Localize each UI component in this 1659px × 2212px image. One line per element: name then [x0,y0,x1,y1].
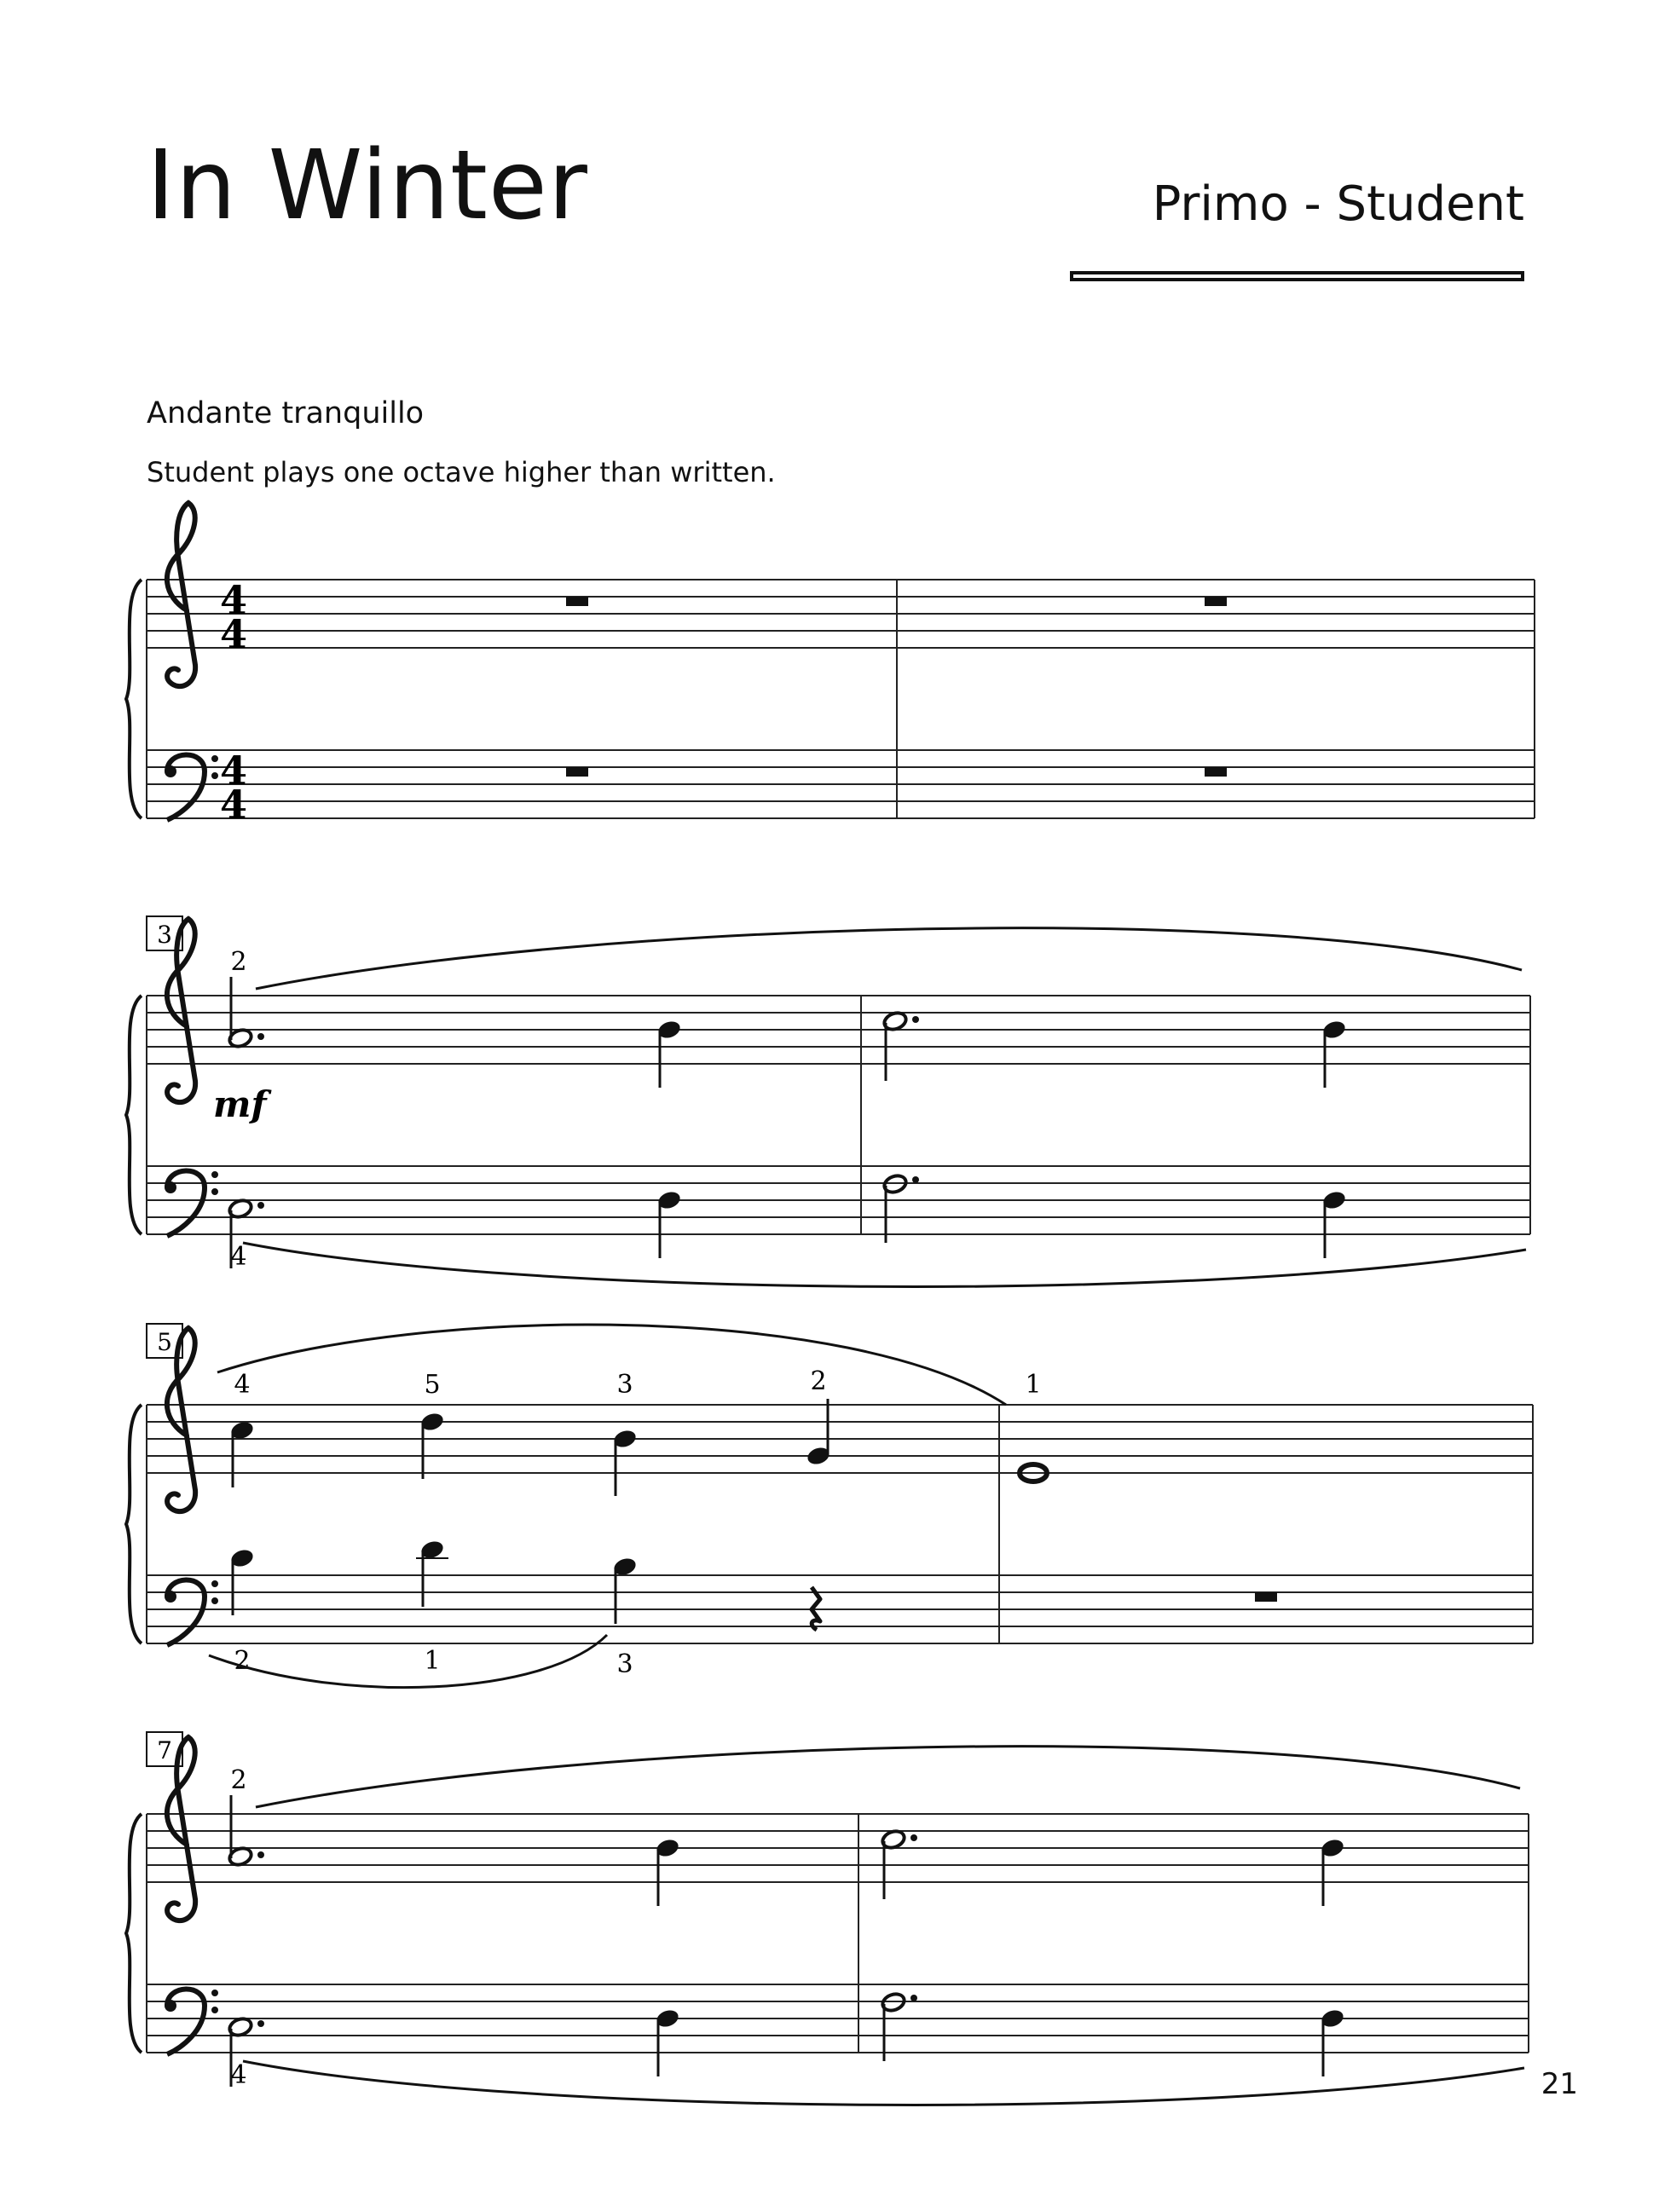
note-quarter [229,1419,256,1487]
brace [126,996,142,1234]
slur [243,1243,1526,1286]
fingering: 3 [616,1649,633,1679]
slur [256,928,1522,989]
treble-staff [147,1405,1533,1473]
measure-number: 7 [157,1736,172,1764]
whole-rest-icon [1255,1592,1277,1602]
bass-staff [147,1166,1530,1234]
tempo-marking: Andante tranquillo [147,396,425,430]
bass-staff [147,750,1535,818]
treble-staff [147,1814,1529,1882]
dynamic-marking: mf [213,1083,267,1125]
fingering: 2 [230,1765,247,1795]
note-quarter [655,2007,681,2076]
note-quarter [227,1547,257,1615]
bass-clef-icon [165,754,218,820]
time-signature-top: 4 [220,577,248,623]
time-signature-bottom: 4 [220,782,248,828]
fingering: 4 [230,1242,247,1272]
bass-staff [147,1984,1529,2053]
note-quarter [416,1539,448,1607]
fingering: 4 [230,2060,247,2090]
whole-rest-icon [566,767,588,777]
fingering: 3 [616,1370,633,1400]
fingering: 2 [230,947,247,977]
note-quarter [1320,1837,1346,1906]
note-quarter [655,1837,681,1906]
fingering: 2 [810,1366,827,1396]
whole-rest-icon [1205,597,1227,606]
measure-number: 3 [157,921,172,949]
bass-clef-icon [165,1170,218,1236]
note-quarter [1321,1019,1348,1088]
part-label: Primo - Student [1152,176,1524,232]
note-quarter [1321,1189,1348,1258]
note-half-dotted [882,1010,919,1081]
treble-staff [147,580,1535,648]
fingering: 2 [234,1646,251,1676]
system-1 [126,503,1535,828]
note-quarter [1320,2007,1346,2076]
brace [126,580,142,818]
slur [243,2061,1524,2105]
whole-rest-icon [566,597,588,606]
slur [217,1325,1006,1405]
time-signature-top: 4 [220,748,248,794]
note-quarter [656,1019,683,1088]
page-title: In Winter [147,130,588,241]
slur [256,1747,1520,1807]
bass-clef-icon [165,1989,218,2054]
performance-note: Student plays one octave higher than written. [147,456,776,488]
bass-clef-icon [165,1580,218,1645]
note-quarter [656,1189,683,1258]
note-half-dotted [881,1828,917,1899]
system-2 [126,916,1530,1286]
measure-number: 5 [157,1328,172,1356]
system-3 [126,1324,1533,1688]
note-quarter [612,1556,639,1624]
fingering: 1 [424,1646,441,1676]
treble-clef-icon [167,503,195,686]
system-4 [126,1732,1529,2105]
fingering: 5 [424,1370,441,1400]
fingering: 1 [1025,1370,1042,1400]
note-quarter [806,1399,832,1467]
note-quarter [612,1428,639,1496]
time-signature-bottom: 4 [220,611,248,657]
page-number: 21 [1540,2067,1578,2101]
brace [126,1405,142,1643]
treble-clef-icon [167,1737,195,1920]
note-quarter [419,1411,446,1479]
fingering: 4 [234,1370,251,1400]
brace [126,1814,142,2053]
whole-rest-icon [1205,767,1227,777]
bass-staff [147,1575,1533,1643]
treble-staff [147,996,1530,1064]
